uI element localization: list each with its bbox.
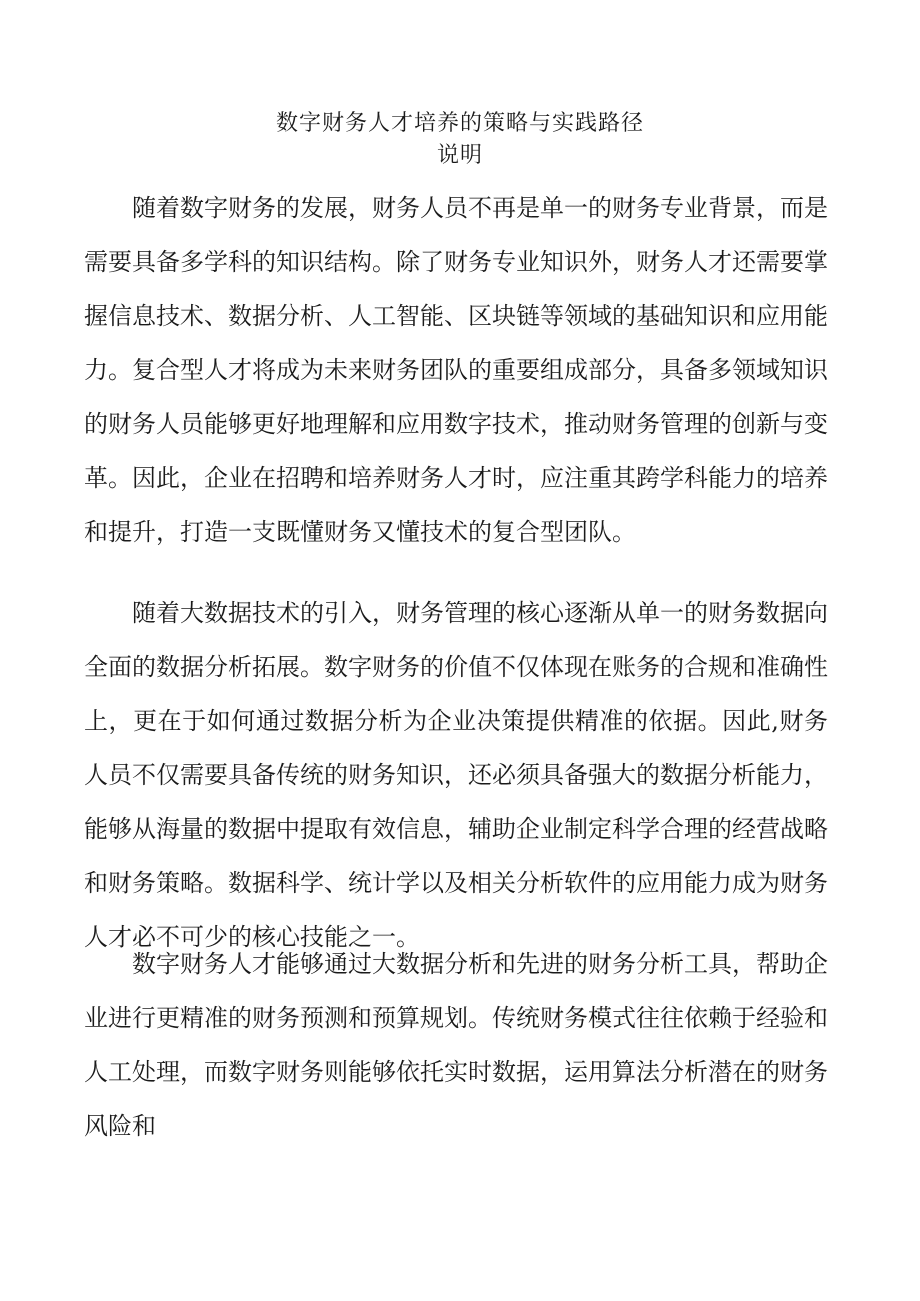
paragraph-1: 随着数字财务的发展，财务人员不再是单一的财务专业背景，而是需要具备多学科的知识结构。除了财务专业知识外，财务人才还需要掌握信息技术、数据分析、人工智能、区块链等领域的基础知识和应用能力。复合型人才将成为未来财务团队的重要组成部分，具备多领域知识的财务人员能够更好地理解和应用数字技术，推动财务管理的创新与变革。因此，企业在招聘和培养财务人才时，应注重其跨学科能力的培养和提升，打造一支既懂财务又懂技术的复合型团队。: [84, 194, 828, 546]
document-title: 数字财务人才培养的策略与实践路径: [275, 111, 644, 136]
paragraph-2: 随着大数据技术的引入，财务管理的核心逐渐从单一的财务数据向全面的数据分析拓展。数字财务的价值不仅体现在账务的合规和准确性上，更在于如何通过数据分析为企业决策提供精准的依据。因此,财务人员不仅需要具备传统的财务知识，还必须具备强大的数据分析能力，能够从海量的数据中提取有效信息，辅助企业制定科学合理的经营战略和财务策略。数据科学、统计学以及相关分析软件的应用能力成为财务人才必不可少的核心技能之一。: [84, 599, 828, 951]
document-subtitle: 说明: [436, 143, 483, 168]
paragraph-3: 数字财务人才能够通过大数据分析和先进的财务分析工具，帮助企业进行更精准的财务预测和预算规划。传统财务模式往往依赖于经验和人工处理，而数字财务则能够依托实时数据，运用算法分析潜在的财务风险和: [84, 950, 828, 1140]
